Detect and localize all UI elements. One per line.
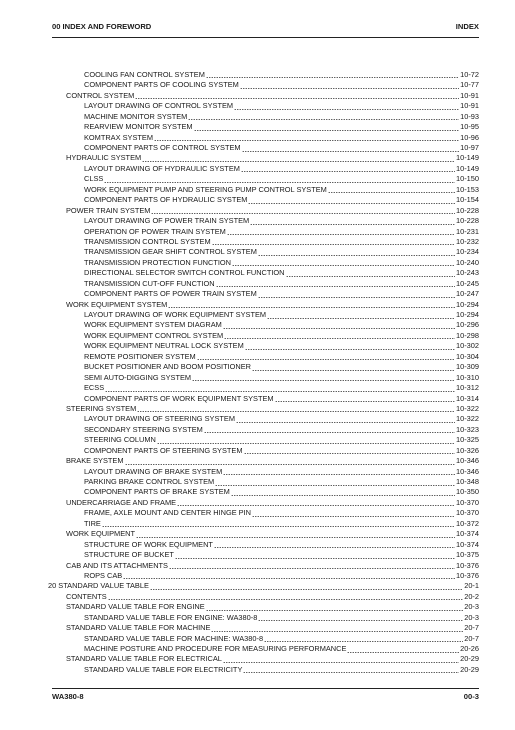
toc-entry-page: 20-2 <box>464 591 479 601</box>
dot-leader <box>175 558 455 559</box>
toc-entry-page: 10-309 <box>455 362 479 372</box>
toc-entry-page: 10-77 <box>460 80 479 90</box>
toc-entry-title: TRANSMISSION CUT-OFF FUNCTION <box>84 278 215 288</box>
toc-entry-title: 20 STANDARD VALUE TABLE <box>48 581 149 591</box>
dot-leader <box>125 464 455 465</box>
dot-leader <box>223 662 459 663</box>
toc-entry-title: WORK EQUIPMENT CONTROL SYSTEM <box>84 330 224 340</box>
dot-leader <box>347 652 459 653</box>
toc-entry-title: COMPONENT PARTS OF BRAKE SYSTEM <box>84 487 230 497</box>
toc-entry-title: COMPONENT PARTS OF STEERING SYSTEM <box>84 445 243 455</box>
dot-leader <box>206 77 459 78</box>
toc-entry[interactable] <box>48 352 479 362</box>
table-of-contents <box>48 70 479 675</box>
dot-leader <box>231 495 455 496</box>
toc-entry-title: STRUCTURE OF BUCKET <box>84 550 174 560</box>
toc-entry-title: LAYOUT DRAWING OF WORK EQUIPMENT SYSTEM <box>84 310 267 320</box>
toc-entry-title: LAYOUT DRAWING OF STEERING SYSTEM <box>84 414 235 424</box>
toc-entry-page: 10-228 <box>455 205 479 215</box>
toc-entry-title: MACHINE MONITOR SYSTEM <box>84 111 188 121</box>
toc-entry[interactable] <box>48 550 479 560</box>
dot-leader <box>136 537 455 538</box>
toc-entry[interactable] <box>48 143 479 153</box>
header-rule <box>52 37 479 38</box>
dot-leader <box>236 422 455 423</box>
dot-leader <box>258 255 455 256</box>
toc-entry-title: WORK EQUIPMENT NEUTRAL LOCK SYSTEM <box>84 341 244 351</box>
dot-leader <box>328 192 455 193</box>
toc-entry-page: 10-376 <box>455 560 479 570</box>
toc-entry-page: 10-374 <box>455 539 479 549</box>
toc-entry-title: SEMI AUTO-DIGGING SYSTEM <box>84 372 192 382</box>
dot-leader <box>177 505 455 506</box>
toc-entry-page: 10-91 <box>460 101 479 111</box>
toc-entry-title: STRUCTURE OF WORK EQUIPMENT <box>84 539 213 549</box>
toc-entry[interactable] <box>48 456 479 466</box>
toc-entry-page: 10-72 <box>460 70 479 79</box>
toc-entry[interactable] <box>48 247 479 257</box>
toc-entry-title: ROPS CAB <box>84 571 123 580</box>
toc-entry[interactable] <box>48 122 479 132</box>
toc-entry[interactable] <box>48 644 479 654</box>
dot-leader <box>241 171 455 172</box>
toc-entry-title: BUCKET POSITIONER AND BOOM POSITIONER <box>84 362 251 372</box>
dot-leader <box>243 672 459 673</box>
toc-entry-page: 20-7 <box>464 633 479 643</box>
toc-entry-page: 10-312 <box>455 383 479 393</box>
toc-entry[interactable] <box>48 404 479 414</box>
toc-entry[interactable] <box>48 414 479 424</box>
toc-entry-title: TIRE <box>84 518 101 528</box>
toc-entry[interactable] <box>48 80 479 90</box>
page-title: INDEX <box>455 22 479 31</box>
toc-entry-title: COMPONENT PARTS OF HYDRAULIC SYSTEM <box>84 195 248 205</box>
dot-leader <box>223 328 455 329</box>
toc-entry[interactable] <box>48 258 479 268</box>
toc-entry[interactable] <box>48 91 479 101</box>
toc-entry-title: MACHINE POSTURE AND PROCEDURE FOR MEASURING PERFORMANCE <box>84 644 347 654</box>
toc-entry-page: 10-95 <box>460 122 479 132</box>
toc-entry-page: 10-96 <box>460 132 479 142</box>
toc-entry-page: 10-350 <box>455 487 479 497</box>
dot-leader <box>223 474 455 475</box>
toc-entry-title: COMPONENT PARTS OF COOLING SYSTEM <box>84 80 239 90</box>
toc-entry[interactable] <box>48 185 479 195</box>
dot-leader <box>151 213 455 214</box>
toc-entry[interactable] <box>48 279 479 289</box>
toc-entry[interactable] <box>48 206 479 216</box>
toc-entry[interactable] <box>48 300 479 310</box>
toc-entry-page: 10-234 <box>455 247 479 257</box>
toc-entry-page: 10-154 <box>455 195 479 205</box>
toc-entry-title: FRAME, AXLE MOUNT AND CENTER HINGE PIN <box>84 508 251 518</box>
dot-leader <box>286 276 455 277</box>
toc-entry[interactable] <box>48 592 479 602</box>
toc-entry-title: TRANSMISSION GEAR SHIFT CONTROL SYSTEM <box>84 247 257 257</box>
toc-entry-title: STANDARD VALUE TABLE FOR MACHINE: WA380-8 <box>84 633 264 643</box>
dot-leader <box>197 359 455 360</box>
toc-entry-page: 10-93 <box>460 111 479 121</box>
toc-entry-page: 10-370 <box>455 497 479 507</box>
dot-leader <box>252 516 455 517</box>
toc-entry[interactable] <box>48 112 479 122</box>
dot-leader <box>192 380 455 381</box>
toc-entry[interactable] <box>48 446 479 456</box>
toc-entry-title: COOLING FAN CONTROL SYSTEM <box>84 70 205 79</box>
toc-entry-page: 20-29 <box>460 664 479 674</box>
dot-leader <box>123 578 455 579</box>
dot-leader <box>224 338 455 339</box>
toc-entry-title: CLSS <box>84 174 104 184</box>
dot-leader <box>188 119 459 120</box>
toc-entry-page: 10-322 <box>455 404 479 413</box>
toc-entry[interactable] <box>48 289 479 299</box>
toc-entry-title: REMOTE POSITIONER SYSTEM <box>84 351 196 361</box>
toc-entry-title: WORK EQUIPMENT SYSTEM <box>66 299 168 309</box>
toc-entry[interactable] <box>48 581 479 591</box>
dot-leader <box>248 203 455 204</box>
toc-entry-page: 10-296 <box>455 320 479 330</box>
toc-entry-title: WORK EQUIPMENT <box>66 529 135 539</box>
toc-entry-page: 10-346 <box>455 466 479 476</box>
dot-leader <box>240 88 459 89</box>
dot-leader <box>137 411 455 412</box>
toc-entry-page: 10-310 <box>455 372 479 382</box>
dot-leader <box>214 547 455 548</box>
toc-entry-title: CAB AND ITS ATTACHMENTS <box>66 560 168 570</box>
dot-leader <box>275 401 455 402</box>
page-header <box>52 22 479 38</box>
toc-entry[interactable] <box>48 394 479 404</box>
dot-leader <box>267 318 455 319</box>
toc-entry[interactable] <box>48 154 479 164</box>
toc-entry-page: 10-232 <box>455 237 479 246</box>
toc-entry[interactable] <box>48 321 479 331</box>
dot-leader <box>250 224 455 225</box>
toc-entry-title: KOMTRAX SYSTEM <box>84 132 153 142</box>
toc-entry[interactable] <box>48 268 479 278</box>
toc-entry-title: UNDERCARRIAGE AND FRAME <box>66 497 177 507</box>
dot-leader <box>242 151 460 152</box>
dot-leader <box>212 244 455 245</box>
dot-leader <box>258 620 463 621</box>
toc-entry-page: 10-91 <box>460 90 479 100</box>
toc-entry-page: 10-302 <box>455 341 479 351</box>
toc-entry-page: 10-326 <box>455 445 479 455</box>
page-footer <box>52 692 479 706</box>
toc-entry[interactable] <box>48 467 479 477</box>
toc-entry-page: 10-370 <box>455 508 479 518</box>
toc-entry[interactable] <box>48 602 479 612</box>
toc-entry-page: 20-29 <box>460 654 479 664</box>
toc-entry-title: CONTENTS <box>66 591 107 601</box>
dot-leader <box>206 610 464 611</box>
toc-entry-page: 10-149 <box>455 163 479 173</box>
dot-leader <box>169 568 455 569</box>
toc-entry[interactable] <box>48 373 479 383</box>
dot-leader <box>157 443 455 444</box>
toc-entry-title: REARVIEW MONITOR SYSTEM <box>84 122 193 132</box>
footer-rule <box>52 688 479 689</box>
dot-leader <box>194 130 460 131</box>
section-title: 00 INDEX AND FOREWORD <box>52 22 152 31</box>
dot-leader <box>204 432 455 433</box>
toc-entry-title: LAYOUT DRAWING OF POWER TRAIN SYSTEM <box>84 216 250 226</box>
toc-entry-page: 20-3 <box>464 612 479 622</box>
toc-entry-page: 10-304 <box>455 351 479 361</box>
dot-leader <box>105 391 455 392</box>
toc-entry-page: 20-26 <box>460 644 479 654</box>
toc-entry-title: COMPONENT PARTS OF WORK EQUIPMENT SYSTEM <box>84 393 274 403</box>
toc-entry-page: 10-294 <box>455 310 479 320</box>
toc-entry[interactable] <box>48 227 479 237</box>
dot-leader <box>264 641 463 642</box>
dot-leader <box>252 370 455 371</box>
toc-entry-page: 10-153 <box>455 184 479 194</box>
toc-entry[interactable] <box>48 341 479 351</box>
toc-entry[interactable] <box>48 331 479 341</box>
toc-entry-title: POWER TRAIN SYSTEM <box>66 205 151 215</box>
toc-entry-page: 20-7 <box>464 623 479 633</box>
toc-entry-title: WORK EQUIPMENT SYSTEM DIAGRAM <box>84 320 222 330</box>
dot-leader <box>215 485 455 486</box>
toc-entry-page: 10-348 <box>455 477 479 487</box>
toc-entry-title: TRANSMISSION CONTROL SYSTEM <box>84 237 211 246</box>
toc-entry-page: 10-346 <box>455 456 479 466</box>
toc-entry-title: STANDARD VALUE TABLE FOR MACHINE <box>66 623 211 633</box>
toc-entry[interactable] <box>48 634 479 644</box>
dot-leader <box>104 182 455 183</box>
toc-entry-page: 10-375 <box>455 550 479 560</box>
toc-entry-title: COMPONENT PARTS OF POWER TRAIN SYSTEM <box>84 289 257 299</box>
toc-entry[interactable] <box>48 540 479 550</box>
toc-entry-title: LAYOUT DRAWING OF BRAKE SYSTEM <box>84 466 223 476</box>
toc-entry[interactable] <box>48 435 479 445</box>
toc-entry[interactable] <box>48 571 479 581</box>
toc-entry-title: LAYOUT DRAWING OF CONTROL SYSTEM <box>84 101 234 111</box>
toc-entry-title: BRAKE SYSTEM <box>66 456 124 466</box>
toc-entry-page: 10-322 <box>455 414 479 424</box>
toc-entry[interactable] <box>48 237 479 247</box>
toc-entry-page: 10-376 <box>455 571 479 580</box>
toc-entry-title: COMPONENT PARTS OF CONTROL SYSTEM <box>84 143 241 153</box>
toc-entry[interactable] <box>48 623 479 633</box>
toc-entry-page: 10-247 <box>455 289 479 299</box>
toc-entry[interactable] <box>48 519 479 529</box>
toc-entry-title: WORK EQUIPMENT PUMP AND STEERING PUMP CONTROL SYSTEM <box>84 184 327 194</box>
toc-entry[interactable] <box>48 498 479 508</box>
toc-entry-page: 10-372 <box>455 518 479 528</box>
dot-leader <box>108 599 464 600</box>
toc-entry[interactable] <box>48 613 479 623</box>
toc-entry-title: PARKING BRAKE CONTROL SYSTEM <box>84 477 215 487</box>
dot-leader <box>150 589 463 590</box>
toc-entry[interactable] <box>48 174 479 184</box>
toc-entry[interactable] <box>48 508 479 518</box>
dot-leader <box>234 109 459 110</box>
toc-entry[interactable] <box>48 665 479 675</box>
toc-entry-title: STANDARD VALUE TABLE FOR ENGINE: WA380-8 <box>84 612 258 622</box>
toc-entry-page: 10-97 <box>460 143 479 153</box>
model-number: WA380-8 <box>52 692 84 701</box>
toc-entry[interactable] <box>48 216 479 226</box>
toc-entry-page: 10-325 <box>455 435 479 445</box>
toc-entry[interactable] <box>48 133 479 143</box>
dot-leader <box>135 98 459 99</box>
dot-leader <box>244 453 455 454</box>
toc-entry-title: TRANSMISSION PROTECTION FUNCTION <box>84 257 231 267</box>
toc-entry[interactable] <box>48 310 479 320</box>
toc-entry-page: 10-245 <box>455 278 479 288</box>
toc-entry-title: STANDARD VALUE TABLE FOR ELECTRICITY <box>84 664 243 674</box>
toc-entry-page: 10-323 <box>455 424 479 434</box>
dot-leader <box>142 161 455 162</box>
toc-entry[interactable] <box>48 101 479 111</box>
toc-entry[interactable] <box>48 529 479 539</box>
toc-entry-page: 20-1 <box>464 581 479 591</box>
dot-leader <box>211 631 463 632</box>
toc-entry[interactable] <box>48 383 479 393</box>
toc-entry-title: STEERING SYSTEM <box>66 404 137 413</box>
dot-leader <box>154 140 459 141</box>
dot-leader <box>245 349 455 350</box>
toc-entry-page: 10-298 <box>455 330 479 340</box>
toc-entry-page: 10-243 <box>455 268 479 278</box>
toc-entry-title: DIRECTIONAL SELECTOR SWITCH CONTROL FUNCTION <box>84 268 285 278</box>
dot-leader <box>227 234 455 235</box>
toc-entry[interactable] <box>48 70 479 80</box>
page-number: 00-3 <box>463 692 479 701</box>
toc-entry-title: CONTROL SYSTEM <box>66 90 135 100</box>
dot-leader <box>216 286 455 287</box>
toc-entry[interactable] <box>48 655 479 665</box>
toc-entry-title: SECONDARY STEERING SYSTEM <box>84 424 203 434</box>
toc-entry-page: 10-240 <box>455 257 479 267</box>
toc-entry-title: STANDARD VALUE TABLE FOR ELECTRICAL <box>66 654 222 664</box>
toc-entry[interactable] <box>48 561 479 571</box>
toc-entry-title: ECSS <box>84 383 105 393</box>
toc-entry-page: 20-3 <box>464 602 479 612</box>
toc-entry[interactable] <box>48 425 479 435</box>
toc-entry-page: 10-374 <box>455 529 479 539</box>
toc-entry-title: LAYOUT DRAWING OF HYDRAULIC SYSTEM <box>84 163 240 173</box>
toc-entry-title: STANDARD VALUE TABLE FOR ENGINE <box>66 602 205 612</box>
toc-entry-title: OPERATION OF POWER TRAIN SYSTEM <box>84 226 226 236</box>
dot-leader <box>258 297 455 298</box>
toc-entry[interactable] <box>48 488 479 498</box>
dot-leader <box>102 526 455 527</box>
toc-entry[interactable] <box>48 362 479 372</box>
toc-entry-title: HYDRAULIC SYSTEM <box>66 153 142 163</box>
dot-leader <box>168 307 455 308</box>
toc-entry[interactable] <box>48 164 479 174</box>
toc-entry-page: 10-294 <box>455 299 479 309</box>
toc-entry-page: 10-231 <box>455 226 479 236</box>
dot-leader <box>232 265 455 266</box>
toc-entry-page: 10-149 <box>455 153 479 163</box>
toc-entry-page: 10-314 <box>455 393 479 403</box>
toc-entry-page: 10-150 <box>455 174 479 184</box>
toc-entry[interactable] <box>48 477 479 487</box>
toc-entry-title: STEERING COLUMN <box>84 435 156 445</box>
toc-entry-page: 10-228 <box>455 216 479 226</box>
toc-entry[interactable] <box>48 195 479 205</box>
